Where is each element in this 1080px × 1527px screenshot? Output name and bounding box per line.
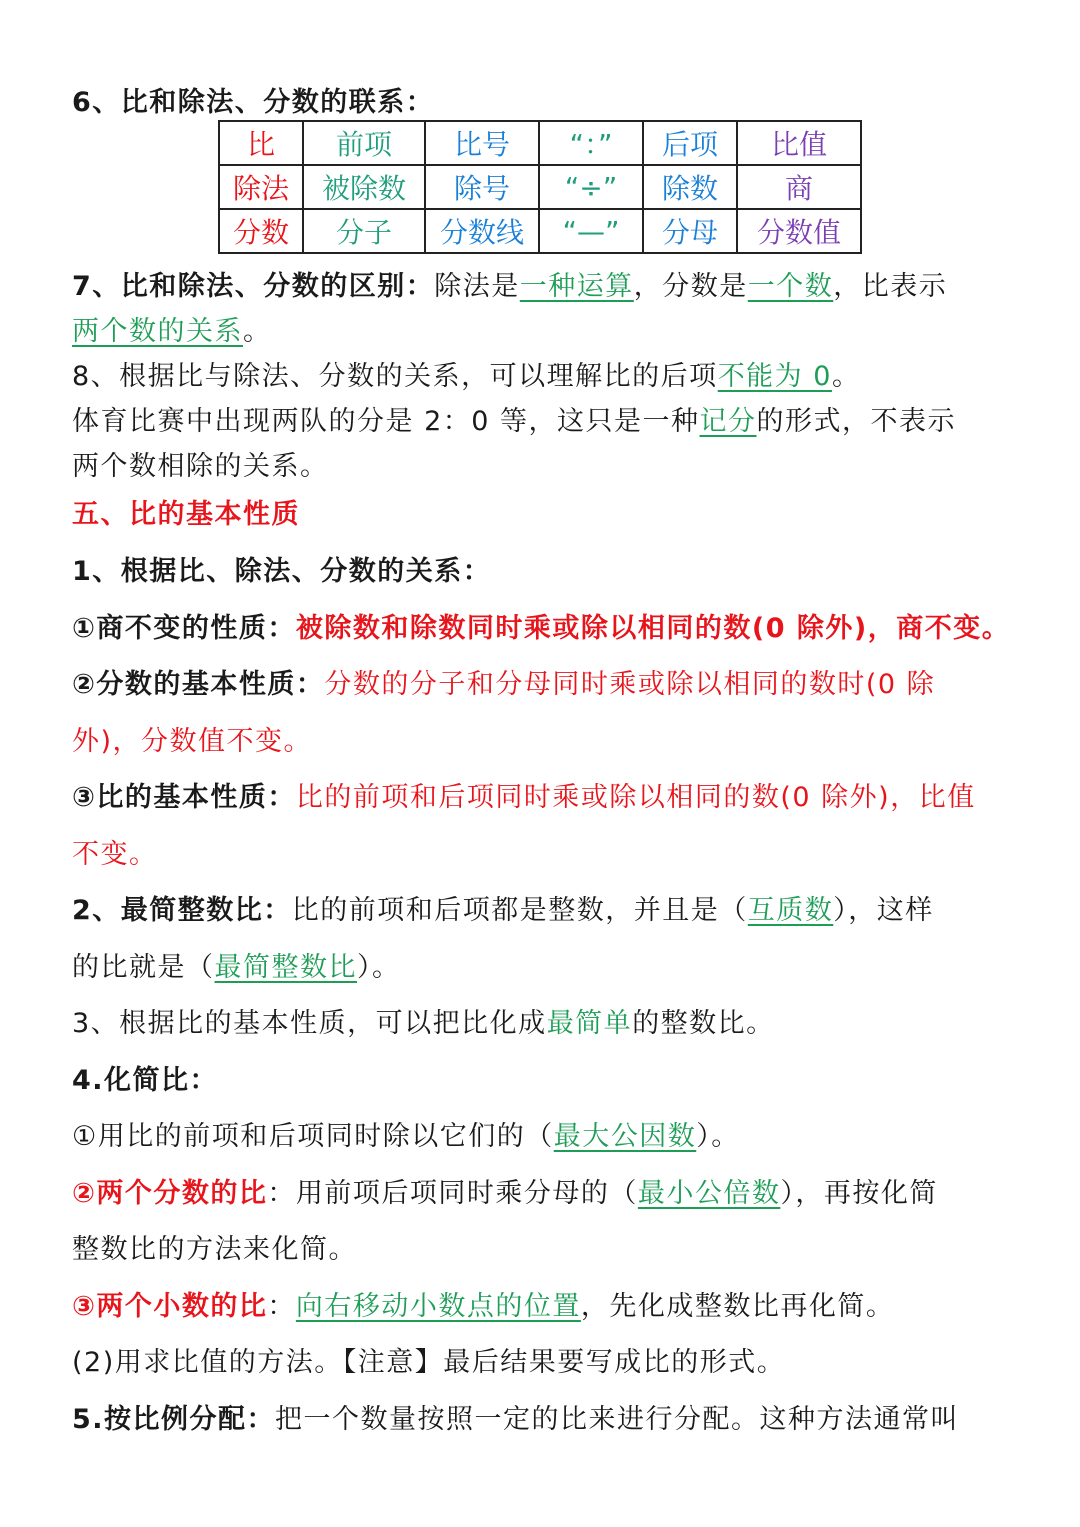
text: ，分数是 — [633, 271, 748, 302]
text: 3、根据比的基本性质，可以把比化成 — [72, 1008, 547, 1039]
keyword: 互质数 — [747, 895, 834, 926]
text: ，比表示 — [833, 271, 948, 302]
table-cell: 比 — [219, 121, 303, 165]
property-3-line-2: 不变。 — [72, 839, 158, 870]
text: 8、根据比与除法、分数的关系，可以理解比的后项 — [72, 361, 718, 392]
property-2-line-1 — [72, 668, 1012, 702]
point-2-line-1 — [72, 894, 1012, 928]
point-2-line-2 — [72, 951, 1012, 985]
point-4-item-4: (2)用求比值的方法。【注意】最后结果要写成比的形式。 — [72, 1347, 786, 1378]
item-label: ②两个分数的比 — [72, 1178, 268, 1209]
section-7-title: 7、比和除法、分数的区别： — [72, 271, 435, 302]
table-cell: 比值 — [737, 121, 861, 165]
table-cell: “—” — [539, 209, 643, 253]
table-row — [219, 165, 861, 209]
keyword: 向右移动小数点的位置 — [295, 1291, 581, 1322]
relation-table — [218, 120, 862, 254]
text: ①用比的前项和后项同时除以它们的（ — [72, 1121, 554, 1152]
section-6-title: 6、比和除法、分数的联系： — [72, 87, 435, 118]
table-row — [219, 121, 861, 165]
keyword: 最小公倍数 — [637, 1178, 781, 1209]
property-2-line-2: 外)，分数值不变。 — [72, 726, 313, 757]
text: ：用前项后项同时乘分母的（ — [267, 1178, 638, 1209]
text: 的形式，不表示 — [756, 406, 957, 437]
keyword: 记分 — [699, 406, 757, 437]
section-8-line-2 — [72, 405, 1012, 439]
text: ，先化成整数比再化简。 — [580, 1291, 895, 1322]
keyword: 两个数的关系 — [72, 316, 243, 347]
text: 。 — [243, 316, 272, 347]
property-1 — [72, 612, 1012, 646]
section-8-line-3: 两个数相除的关系。 — [72, 451, 329, 482]
property-text: 比的前项和后项同时乘或除以相同的数(0 除外)，比值 — [295, 782, 976, 813]
table-cell: 分数 — [219, 209, 303, 253]
table-cell: 分母 — [643, 209, 737, 253]
text: ）。 — [357, 952, 401, 983]
keyword: 不能为 0 — [717, 361, 832, 392]
keyword: 一个数 — [747, 271, 834, 302]
table-cell: “：” — [539, 121, 643, 165]
point-1-title: 1、根据比、除法、分数的关系： — [72, 556, 492, 587]
section-8-line-1 — [72, 360, 1012, 394]
text: 除法是 — [434, 271, 520, 302]
keyword: 最简整数比 — [214, 952, 357, 983]
table-cell: “÷” — [539, 165, 643, 209]
point-3 — [72, 1007, 1012, 1041]
property-label: ②分数的基本性质： — [72, 669, 325, 700]
keyword: 最简单 — [546, 1008, 633, 1039]
point-4-title: 4.化简比： — [72, 1065, 219, 1096]
item-label: ③两个小数的比 — [72, 1291, 268, 1322]
table-cell: 分数值 — [737, 209, 861, 253]
text: 比的前项和后项都是整数，并且是（ — [291, 895, 748, 926]
point-5-line-1 — [72, 1403, 1012, 1437]
text: 的整数比。 — [632, 1008, 775, 1039]
point-label: 2、最简整数比： — [72, 895, 292, 926]
text: 。 — [831, 361, 861, 392]
table-cell: 除号 — [425, 165, 539, 209]
table-cell: 后项 — [643, 121, 737, 165]
text: 体育比赛中出现两队的分是 2：0 等，这只是一种 — [72, 406, 700, 437]
table-cell: 除数 — [643, 165, 737, 209]
table-cell: 分数线 — [425, 209, 539, 253]
section-7-line-1 — [72, 270, 1012, 304]
table-cell: 商 — [737, 165, 861, 209]
keyword: 最大公因数 — [553, 1121, 697, 1152]
text: 的比就是（ — [72, 952, 215, 983]
table-cell: 前项 — [303, 121, 425, 165]
point-4-item-2-line-1 — [72, 1177, 1012, 1211]
property-label: ①商不变的性质： — [72, 613, 296, 644]
point-4-item-2-line-2: 整数比的方法来化简。 — [72, 1234, 357, 1265]
text: ），再按化简 — [780, 1178, 938, 1209]
text: ）。 — [696, 1121, 740, 1152]
table-row — [219, 209, 861, 253]
property-3-line-1 — [72, 781, 1012, 815]
property-label: ③比的基本性质： — [72, 782, 296, 813]
property-text: 分数的分子和分母同时乘或除以相同的数时(0 除 — [324, 669, 936, 700]
point-4-item-3 — [72, 1290, 1012, 1324]
point-4-item-1 — [72, 1120, 1012, 1154]
section-7-line-2 — [72, 315, 1012, 349]
section-5-heading: 五、比的基本性质 — [72, 499, 300, 530]
table-cell: 分子 — [303, 209, 425, 253]
text: ），这样 — [833, 895, 934, 926]
table-cell: 比号 — [425, 121, 539, 165]
table-cell: 除法 — [219, 165, 303, 209]
text: 把一个数量按照一定的比来进行分配。这种方法通常叫 — [275, 1404, 960, 1435]
table-cell: 被除数 — [303, 165, 425, 209]
keyword: 一种运算 — [519, 271, 634, 302]
point-label: 5.按比例分配： — [72, 1404, 276, 1435]
text: ： — [267, 1291, 296, 1322]
property-text: 被除数和除数同时乘或除以相同的数(0 除外)，商不变。 — [295, 613, 1011, 644]
